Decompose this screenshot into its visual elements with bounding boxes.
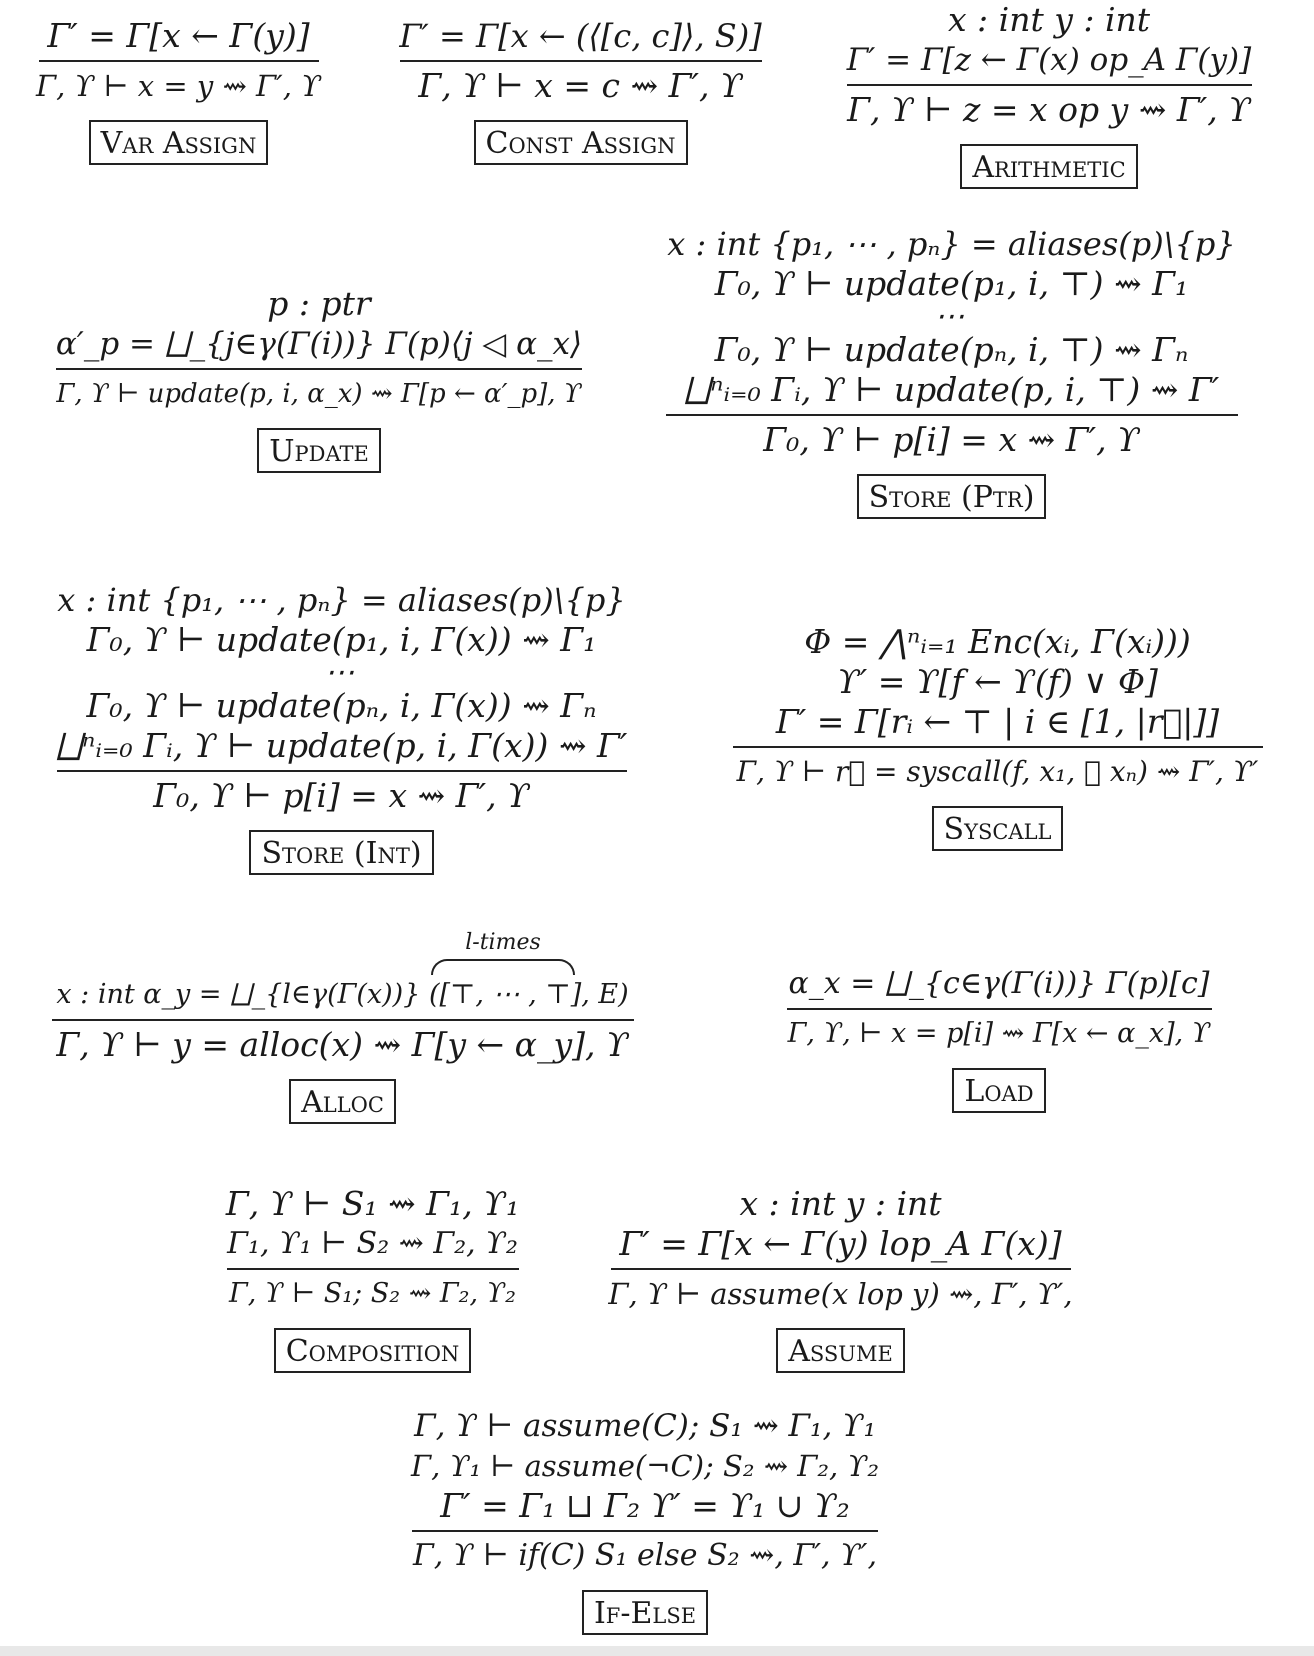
premise: ⨆ⁿᵢ₌₀ Γᵢ, ϒ ⊢ update(p, i, Γ(x)) ⇝ Γ′ [55, 726, 628, 765]
conclusion: Γ, ϒ ⊢ assume(x lop y) ⇝, Γ′, ϒ′, [608, 1277, 1073, 1311]
premise: x : int α_y = ⨆_{l∈γ(Γ(x))} ([⊤, ⋯ , ⊤], E) [56, 979, 629, 1010]
premise: Γ′ = Γ[rᵢ ← ⊤ | i ∈ [1, |r⃗|]] [775, 702, 1220, 741]
premise: Γ′ = Γ[z ← Γ(x) op_A Γ(y)] [846, 42, 1252, 78]
premise: Γ₀, ϒ ⊢ update(p₁, i, Γ(x)) ⇝ Γ₁ [86, 620, 597, 659]
conclusion: Γ, ϒ ⊢ if(C) S₁ else S₂ ⇝, Γ′, ϒ′, [412, 1538, 878, 1573]
rule-var-assign [36, 16, 321, 165]
inference-bar [611, 1268, 1071, 1270]
premise: Γ, ϒ ⊢ assume(C); S₁ ⇝ Γ₁, ϒ₁ [414, 1408, 876, 1444]
inference-bar [57, 770, 627, 772]
overbrace [431, 959, 575, 975]
rule-const-assign [398, 16, 763, 165]
rule-assume [608, 1184, 1073, 1373]
rule-name: Store (Int) [249, 830, 433, 875]
premise: Γ₀, ϒ ⊢ update(pₙ, i, ⊤) ⇝ Γₙ [714, 330, 1189, 369]
l-times-note: l-times [465, 930, 541, 955]
premise: ϒ′ = ϒ[f ← ϒ(f) ∨ Φ] [837, 662, 1158, 701]
rule-name: Const Assign [474, 120, 688, 165]
premise: Γ₁, ϒ₁ ⊢ S₂ ⇝ Γ₂, ϒ₂ [227, 1226, 518, 1261]
rule-arithmetic [844, 0, 1254, 189]
rule-composition [225, 1184, 520, 1373]
inference-bar [52, 1019, 634, 1021]
conclusion: Γ₀, ϒ ⊢ p[i] = x ⇝ Γ′, ϒ [763, 420, 1140, 459]
rule-name: Syscall [932, 806, 1064, 851]
premise: α_x = ⨆_{c∈γ(Γ(i))} Γ(p)[c] [788, 966, 1210, 1001]
rule-store-int [54, 580, 629, 875]
premise: Γ, ϒ₁ ⊢ assume(¬C); S₂ ⇝ Γ₂, ϒ₂ [411, 1449, 879, 1483]
rule-name: Load [952, 1068, 1045, 1113]
premise: Φ = ⋀ⁿᵢ₌₁ Enc(xᵢ, Γ(xᵢ))) [804, 622, 1191, 661]
premise: Γ, ϒ ⊢ S₁ ⇝ Γ₁, ϒ₁ [225, 1184, 520, 1223]
rule-name: Store (Ptr) [857, 474, 1047, 519]
premise: Γ₀, ϒ ⊢ update(pₙ, i, Γ(x)) ⇝ Γₙ [86, 686, 597, 725]
premise: α′_p = ⨆_{j∈γ(Γ(i))} Γ(p)⟨j ◁ α_x⟩ [55, 326, 583, 362]
inference-bar [733, 746, 1263, 748]
rule-alloc [50, 930, 635, 1124]
conclusion: Γ, ϒ ⊢ z = x op y ⇝ Γ′, ϒ [847, 90, 1251, 129]
inference-bar [39, 60, 319, 62]
conclusion: Γ, ϒ ⊢ S₁; S₂ ⇝ Γ₂, ϒ₂ [228, 1278, 516, 1309]
conclusion: Γ₀, ϒ ⊢ p[i] = x ⇝ Γ′, ϒ [153, 776, 530, 815]
inference-bar [400, 60, 762, 62]
premise: x : int {p₁, ⋯ , pₙ} = aliases(p)\{p} [667, 225, 1236, 263]
inference-bar [227, 1268, 519, 1270]
inference-bar [666, 414, 1238, 416]
rule-if-else [410, 1406, 880, 1635]
premise: Γ′ = Γ₁ ⊔ Γ₂ ϒ′ = ϒ₁ ∪ ϒ₂ [440, 1486, 850, 1525]
conclusion: Γ, ϒ ⊢ x = c ⇝ Γ′, ϒ [418, 66, 743, 105]
rule-name: Var Assign [89, 120, 269, 165]
inference-bar [787, 1008, 1212, 1010]
inference-bar [847, 84, 1252, 86]
premise: Γ′ = Γ[x ← (⟨[c, c]⟩, S)] [399, 17, 762, 55]
conclusion: Γ, ϒ ⊢ update(p, i, α_x) ⇝ Γ[p ← α′_p], ϒ [56, 379, 582, 409]
premise: p : ptr [267, 284, 371, 323]
conclusion: Γ, ϒ ⊢ x = y ⇝ Γ′, ϒ [35, 69, 322, 103]
premise: x : int {p₁, ⋯ , pₙ} = aliases(p)\{p} [57, 581, 626, 619]
ellipsis: ⋯ [324, 655, 359, 690]
rule-store-ptr [664, 224, 1239, 519]
conclusion: Γ, ϒ, ⊢ x = p[i] ⇝ Γ[x ← α_x], ϒ [787, 1018, 1211, 1049]
premise: Γ₀, ϒ ⊢ update(p₁, i, ⊤) ⇝ Γ₁ [714, 264, 1189, 303]
rule-name: Alloc [289, 1079, 396, 1124]
premise: ⨆ⁿᵢ₌₀ Γᵢ, ϒ ⊢ update(p, i, ⊤) ⇝ Γ′ [683, 370, 1220, 409]
premise: x : int y : int [947, 0, 1151, 39]
conclusion: Γ, ϒ ⊢ y = alloc(x) ⇝ Γ[y ← α_y], ϒ [56, 1025, 629, 1064]
rule-name: Assume [776, 1328, 905, 1373]
rule-name: Update [257, 428, 381, 473]
overbrace-annotation [431, 930, 575, 975]
conclusion: Γ, ϒ ⊢ r⃗ = syscall(f, x₁, ⋯ xₙ) ⇝ Γ′, ϒ′ [736, 755, 1259, 788]
inference-bar [56, 368, 582, 370]
premise: Γ′ = Γ[x ← Γ(y)] [47, 16, 310, 55]
ellipsis: ⋯ [934, 299, 969, 334]
premise: Γ′ = Γ[x ← Γ(y) lop_A Γ(x)] [619, 1224, 1062, 1263]
bottom-shadow-strip [0, 1646, 1314, 1656]
rule-syscall [730, 622, 1265, 851]
rule-update [54, 284, 584, 473]
premise: x : int y : int [739, 1184, 942, 1223]
rule-name: Arithmetic [960, 144, 1137, 189]
inference-bar [412, 1530, 878, 1532]
rule-name: If-Else [582, 1590, 708, 1635]
rule-load [784, 964, 1214, 1113]
rule-name: Composition [274, 1328, 472, 1373]
